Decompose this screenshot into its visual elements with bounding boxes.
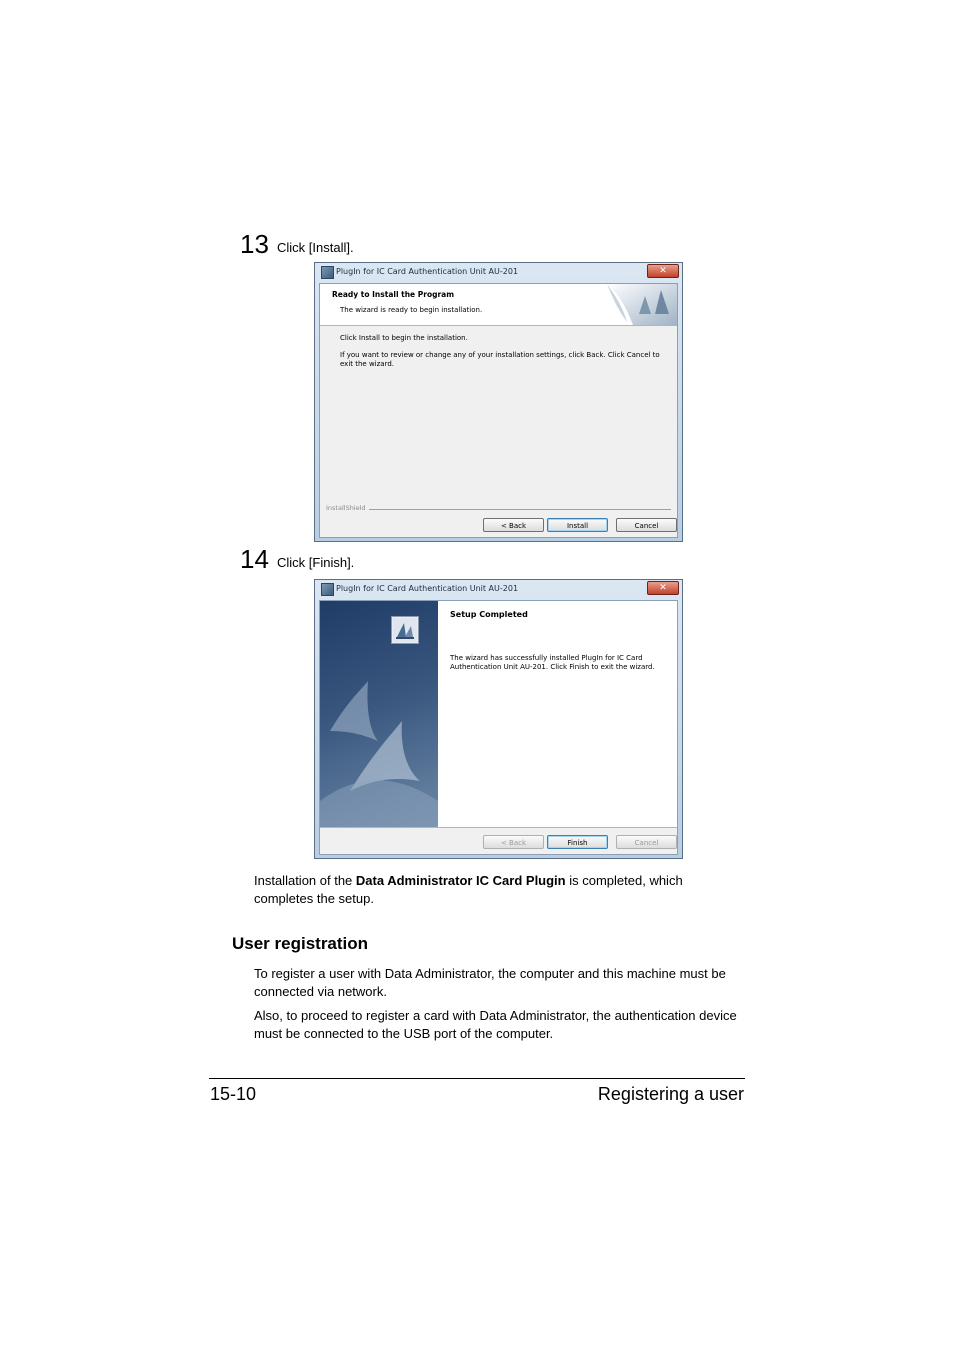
back-button[interactable]: < Back [483, 518, 544, 532]
install-button[interactable]: Install [547, 518, 608, 532]
dialog-client-area [319, 600, 678, 855]
close-button[interactable] [647, 264, 679, 278]
dialog-titlebar[interactable] [315, 580, 682, 599]
usb-requirement-paragraph: Also, to proceed to register a card with Data Administrator, the authentication device must be connected to the USB port of the computer. [254, 1008, 737, 1041]
step-14-number: 14 [240, 544, 269, 574]
installer-icon [321, 583, 334, 596]
page-number: 15-10 [210, 1084, 257, 1104]
footer-rule [209, 1078, 745, 1079]
setup-logo-icon [391, 616, 419, 644]
dialog-header [320, 284, 677, 326]
completion-paragraph [254, 872, 744, 908]
installer-icon [321, 266, 334, 279]
plugin-name: Data Administrator IC Card Plugin [355, 873, 566, 888]
back-button[interactable]: < Back [483, 835, 544, 849]
header-title: Ready to Install the Program [332, 290, 455, 299]
step-13-instruction: Click [Install]. [277, 240, 354, 255]
setup-completed-message: The wizard has successfully installed PlugIn for IC Card Authentication Unit AU-201. Click Finish to exit the wizard. [450, 654, 655, 671]
paper-curl-art [607, 284, 677, 325]
close-icon: ✕ [659, 583, 667, 593]
setup-completed-heading: Setup Completed [450, 610, 528, 619]
dialog-title: PlugIn for IC Card Authentication Unit AU-201 [336, 267, 519, 276]
completion-suffix: is completed, which completes the setup. [254, 873, 683, 906]
dialog-client-area [319, 283, 678, 538]
setup-completed-dialog [314, 579, 683, 859]
step-13-number: 13 [240, 229, 269, 259]
section-heading: User registration [232, 934, 369, 953]
network-requirement-paragraph: To register a user with Data Administrator, the computer and this machine must be connected via network. [254, 966, 726, 999]
dialog-titlebar[interactable] [315, 263, 682, 282]
cancel-button[interactable]: Cancel [616, 518, 677, 532]
step-14-instruction: Click [Finish]. [277, 555, 355, 570]
close-icon: ✕ [659, 266, 667, 276]
content-panel [438, 601, 677, 827]
button-bar-divider [320, 827, 677, 828]
side-banner [320, 601, 438, 827]
close-button[interactable] [647, 581, 679, 595]
finish-button[interactable]: Finish [547, 835, 608, 849]
install-ready-dialog [314, 262, 683, 542]
installshield-divider [326, 509, 671, 510]
installshield-label: InstallShield [326, 504, 369, 512]
header-subtitle: The wizard is ready to begin installation. [340, 306, 483, 314]
install-instruction-text: Click Install to begin the installation. [340, 334, 468, 342]
cancel-button[interactable]: Cancel [616, 835, 677, 849]
dialog-title: PlugIn for IC Card Authentication Unit AU-201 [336, 584, 519, 593]
sail-art [320, 601, 438, 827]
completion-prefix: Installation of the [254, 873, 356, 888]
chapter-title: Registering a user [597, 1084, 744, 1104]
review-instruction-text: If you want to review or change any of your installation settings, click Back. Click Cancel to exit the wizard. [340, 351, 660, 368]
